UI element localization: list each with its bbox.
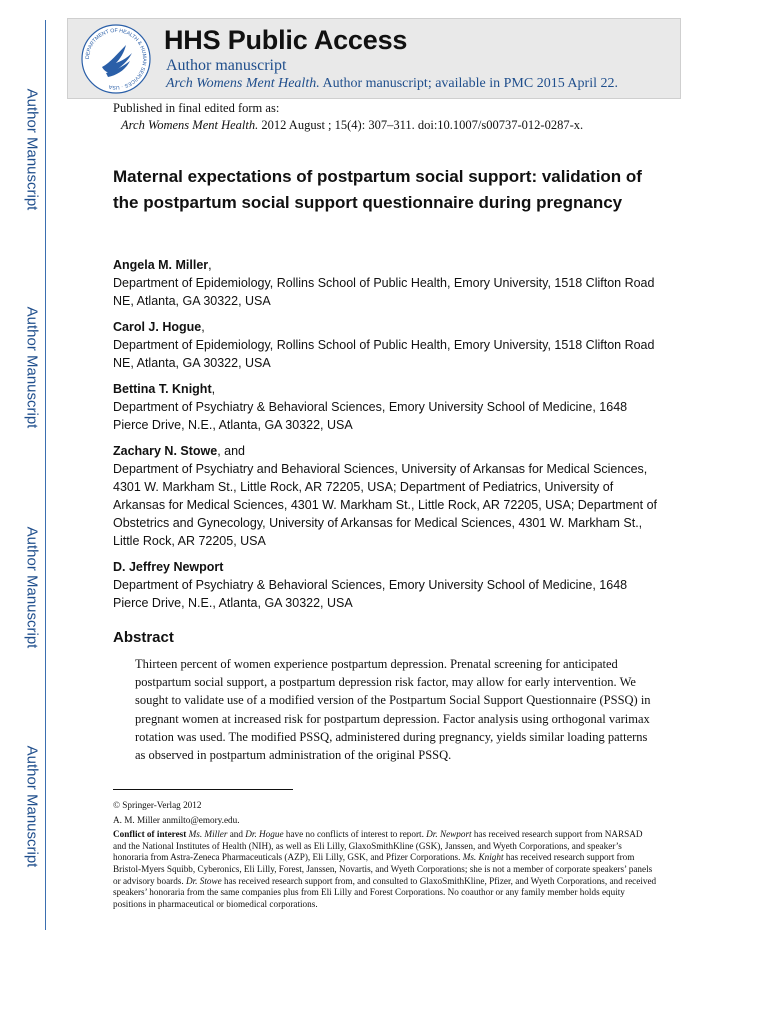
hhs-eagle-seal-icon — [80, 23, 152, 95]
coi-person-name: Dr. Stowe — [185, 875, 222, 886]
coi-body — [113, 829, 656, 909]
coi-text: and — [227, 829, 246, 840]
footnote-divider — [113, 789, 293, 790]
hhs-header-box — [67, 18, 681, 99]
author-entry — [113, 442, 658, 550]
author-separator: , — [201, 320, 205, 334]
abstract-text: Thirteen percent of women experience postpartum depression. Prenatal screening for anticipated postpartum social support, a postpartum depression risk factor, may allow for early intervention. We sought to validate use of a modified version of the Postpartum Social Support Questionnaire (PSSQ) in pregnant women at increased risk for postpartum depression. Factor analysis using orthogonal varimax rotation was used. The modified PSSQ, administered during pregnancy, yields similar loading patterns as observed in postpartum administration of the original PSSQ. — [135, 657, 651, 763]
availability-text: Author manuscript; available in PMC 2015 April 22. — [322, 76, 618, 91]
author-entry — [113, 380, 658, 434]
author-entry — [113, 558, 658, 612]
coi-label: Conflict of interest — [113, 829, 187, 840]
abstract-heading: Abstract — [113, 629, 174, 646]
author-separator: , and — [217, 444, 246, 458]
author-affiliation: Department of Epidemiology, Rollins School of Public Health, Emory University, 1518 Clifton Road NE, Atlanta, GA 30322, USA — [113, 276, 655, 308]
published-in-block — [113, 100, 583, 134]
author-affiliation: Department of Psychiatry & Behavioral Sciences, Emory University School of Medicine, 1648 Pierce Drive, N.E., Atlanta, GA 30322, USA — [113, 578, 628, 610]
logo-ring-text: DEPARTMENT OF HEALTH & HUMAN SERVICES · USA — [84, 27, 148, 91]
copyright-line: © Springer-Verlag 2012 — [113, 800, 202, 810]
author-manuscript-subtitle: Author manuscript — [166, 57, 287, 74]
margin-label-author-manuscript: Author Manuscript — [23, 88, 41, 210]
author-separator: , — [211, 382, 216, 396]
author-affiliation: Department of Epidemiology, Rollins School of Public Health, Emory University, 1518 Clifton Road NE, Atlanta, GA 30322, USA — [113, 338, 655, 370]
coi-text: has received research support from, and consulted to GlaxoSmithKline, Pfizer, and Wyeth Corporations, and received speakers’ honoraria from the same companies plus from Eli Lilly and Forest Corporations. No coauthor or any family member holds equity positions in pharmaceutical or biomedical corporations. — [113, 875, 657, 909]
author-entry — [113, 318, 658, 372]
author-affiliation: Department of Psychiatry & Behavioral Sciences, Emory University School of Medicine, 1648 Pierce Drive, N.E., Atlanta, GA 30322, USA — [113, 400, 628, 432]
coi-text: has received research support from NARSAD and the National Institutes of Health (NIH), as well as Eli Lilly, GlaxoSmithKline (GSK), Janssen, and Wyeth Corporations, and speaker’s honoraria from Astra-Zeneca Pharmaceuticals (AZP), Eli Lilly, GSK, and Pfizer Corporations. — [113, 829, 643, 863]
author-separator: , — [208, 258, 212, 272]
coi-person-name: Ms. Miller — [188, 829, 228, 840]
author-name: Angela M. Miller — [113, 258, 209, 272]
published-label: Published in final edited form as: — [113, 101, 280, 115]
citation-line — [113, 117, 583, 134]
availability-line — [166, 76, 618, 92]
conflict-of-interest — [113, 829, 658, 910]
coi-person-name: Dr. Hogue — [245, 829, 284, 840]
author-entry — [113, 256, 658, 310]
journal-name: Arch Womens Ment Health. — [166, 76, 320, 91]
article-title: Maternal expectations of postpartum social support: validation of the postpartum social support questionnaire during pregnancy — [113, 167, 642, 212]
author-name: D. Jeffrey Newport — [113, 560, 224, 574]
margin-label-author-manuscript: Author Manuscript — [23, 745, 41, 867]
coi-text: have no conflicts of interest to report. — [283, 829, 427, 840]
author-affiliation: Department of Psychiatry and Behavioral Sciences, University of Arkansas for Medical Sciences, 4301 W. Markham St., Little Rock, AR 72205, USA; Department of Pediatrics, University of Arkansas for Medical Sciences, 4301 W. Markham St., Little Rock, AR 72205, USA; Department of Obstetrics and Gynecology, University of Arkansas for Medical Sciences, 4301 W. Markham St., Little Rock, AR 72205, USA — [113, 462, 657, 548]
contact-line: A. M. Miller anmilto@emory.edu. — [113, 814, 240, 825]
hhs-public-access-title: HHS Public Access — [164, 25, 408, 55]
author-list — [113, 256, 658, 620]
citation-details: 2012 August ; 15(4): 307–311. doi:10.1007/s00737-012-0287-x. — [261, 118, 584, 132]
coi-text: has received research support from Bristol-Myers Squibb, Cyberonics, Eli Lilly, Forest, Janssen, Novartis, and Wyeth Corporations; she is not a member of corporate speakers’ panels or advisory boards. — [113, 852, 653, 886]
margin-label-author-manuscript: Author Manuscript — [23, 306, 41, 428]
coi-person-name: Dr. Newport — [426, 829, 472, 840]
author-name: Zachary N. Stowe — [113, 444, 218, 458]
footnotes — [113, 800, 658, 913]
margin-rule — [45, 20, 46, 930]
coi-person-name: Ms. Knight — [462, 852, 504, 863]
author-name: Carol J. Hogue — [113, 320, 202, 334]
citation-journal: Arch Womens Ment Health. — [121, 118, 259, 132]
margin-label-author-manuscript: Author Manuscript — [23, 526, 41, 648]
author-name: Bettina T. Knight — [113, 382, 212, 396]
